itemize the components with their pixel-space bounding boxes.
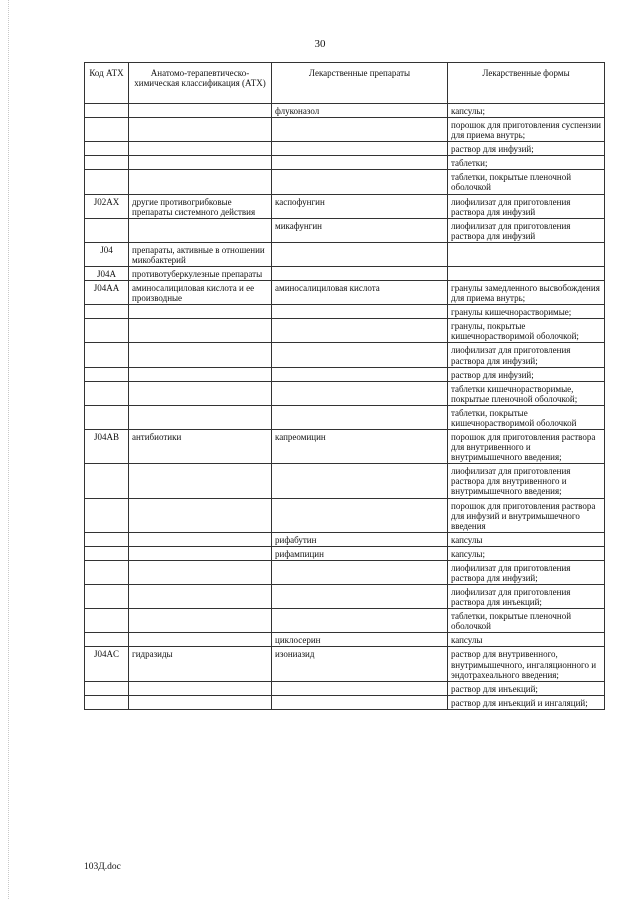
cell-drug: капреомицин xyxy=(272,430,448,464)
header-drugs: Лекарственные препараты xyxy=(272,63,448,104)
cell-form: капсулы; xyxy=(448,104,605,118)
cell-form: порошок для приготовления раствора для инфузий и внутримышечного введения xyxy=(448,498,605,532)
cell-form: порошок для приготовления раствора для внутривенного и внутримышечного введения; xyxy=(448,430,605,464)
cell-drug xyxy=(272,695,448,709)
cell-classification xyxy=(129,305,272,319)
cell-form: лиофилизат для приготовления раствора для инфузий; xyxy=(448,560,605,584)
table-row xyxy=(85,695,605,709)
cell-drug xyxy=(272,170,448,194)
cell-code xyxy=(85,142,129,156)
cell-code xyxy=(85,633,129,647)
cell-form: лиофилизат для приготовления раствора для инъекций; xyxy=(448,585,605,609)
cell-code xyxy=(85,104,129,118)
cell-form: гранулы, покрытые кишечнорастворимой оболочкой; xyxy=(448,319,605,343)
cell-code: J04AC xyxy=(85,647,129,681)
cell-drug xyxy=(272,242,448,266)
cell-code xyxy=(85,585,129,609)
cell-classification xyxy=(129,560,272,584)
cell-drug: изониазид xyxy=(272,647,448,681)
table-row xyxy=(85,560,605,584)
table-body xyxy=(85,104,605,710)
table-row xyxy=(85,464,605,498)
cell-classification xyxy=(129,532,272,546)
cell-drug: циклосерин xyxy=(272,633,448,647)
cell-drug xyxy=(272,319,448,343)
cell-drug xyxy=(272,142,448,156)
cell-drug xyxy=(272,464,448,498)
cell-code xyxy=(85,343,129,367)
header-classification: Анатомо-терапевтическо-химическая классификация (АТХ) xyxy=(129,63,272,104)
table-row xyxy=(85,218,605,242)
table-row xyxy=(85,319,605,343)
table-row xyxy=(85,381,605,405)
cell-classification xyxy=(129,142,272,156)
cell-drug xyxy=(272,305,448,319)
cell-classification xyxy=(129,681,272,695)
cell-classification xyxy=(129,546,272,560)
cell-code xyxy=(85,381,129,405)
cell-code xyxy=(85,695,129,709)
cell-code: J04AA xyxy=(85,281,129,305)
cell-form: таблетки; xyxy=(448,156,605,170)
cell-drug xyxy=(272,585,448,609)
cell-form: лиофилизат для приготовления раствора для внутривенного и внутримышечного введения; xyxy=(448,464,605,498)
cell-code xyxy=(85,305,129,319)
cell-code xyxy=(85,498,129,532)
cell-code xyxy=(85,560,129,584)
cell-code xyxy=(85,367,129,381)
cell-drug xyxy=(272,267,448,281)
cell-code: J04A xyxy=(85,267,129,281)
cell-classification xyxy=(129,170,272,194)
cell-form: капсулы xyxy=(448,532,605,546)
cell-classification: противотуберкулезные препараты xyxy=(129,267,272,281)
cell-drug: каспофунгин xyxy=(272,194,448,218)
cell-classification xyxy=(129,498,272,532)
table-row xyxy=(85,647,605,681)
cell-code: J02AX xyxy=(85,194,129,218)
cell-code xyxy=(85,319,129,343)
scan-margin-line xyxy=(8,0,10,899)
cell-form: таблетки, покрытые пленочной оболочкой xyxy=(448,609,605,633)
cell-drug xyxy=(272,498,448,532)
cell-form: раствор для внутривенного, внутримышечного, ингаляционного и эндотрахеального введения; xyxy=(448,647,605,681)
atc-drug-table xyxy=(84,62,605,710)
cell-classification: препараты, активные в отношении микобактерий xyxy=(129,242,272,266)
cell-drug xyxy=(272,118,448,142)
cell-classification xyxy=(129,695,272,709)
cell-code xyxy=(85,118,129,142)
cell-code: J04 xyxy=(85,242,129,266)
table-row xyxy=(85,343,605,367)
cell-form: раствор для инъекций и ингаляций; xyxy=(448,695,605,709)
cell-classification xyxy=(129,405,272,429)
page-number: 30 xyxy=(314,38,326,50)
cell-form: лиофилизат для приготовления раствора для инфузий xyxy=(448,218,605,242)
table-row xyxy=(85,405,605,429)
header-forms: Лекарственные формы xyxy=(448,63,605,104)
cell-classification: другие противогрибковые препараты системного действия xyxy=(129,194,272,218)
table-row xyxy=(85,532,605,546)
cell-form: капсулы; xyxy=(448,546,605,560)
table-row xyxy=(85,681,605,695)
cell-form: порошок для приготовления суспензии для приема внутрь; xyxy=(448,118,605,142)
cell-drug xyxy=(272,343,448,367)
cell-drug: аминосалициловая кислота xyxy=(272,281,448,305)
table-row xyxy=(85,104,605,118)
cell-form: лиофилизат для приготовления раствора для инфузий xyxy=(448,194,605,218)
cell-drug xyxy=(272,381,448,405)
cell-form: таблетки, покрытые пленочной оболочкой xyxy=(448,170,605,194)
table-row xyxy=(85,267,605,281)
table-row xyxy=(85,633,605,647)
cell-drug: флуконазол xyxy=(272,104,448,118)
table-row xyxy=(85,367,605,381)
table-row xyxy=(85,118,605,142)
table-row xyxy=(85,142,605,156)
cell-classification: аминосалициловая кислота и ее производные xyxy=(129,281,272,305)
header-code: Код АТХ xyxy=(85,63,129,104)
cell-drug xyxy=(272,681,448,695)
cell-classification xyxy=(129,343,272,367)
cell-classification xyxy=(129,609,272,633)
table-row xyxy=(85,305,605,319)
cell-code xyxy=(85,156,129,170)
cell-drug xyxy=(272,609,448,633)
cell-form: таблетки кишечнорастворимые, покрытые пленочной оболочкой; xyxy=(448,381,605,405)
cell-classification xyxy=(129,319,272,343)
cell-drug xyxy=(272,156,448,170)
cell-classification: гидразиды xyxy=(129,647,272,681)
footer-filename: 103Д.doc xyxy=(84,862,121,872)
cell-form: таблетки, покрытые кишечнорастворимой оболочкой xyxy=(448,405,605,429)
table-row xyxy=(85,170,605,194)
cell-form: лиофилизат для приготовления раствора для инфузий; xyxy=(448,343,605,367)
cell-classification xyxy=(129,633,272,647)
cell-code: J04AB xyxy=(85,430,129,464)
cell-form: раствор для инфузий; xyxy=(448,367,605,381)
cell-classification xyxy=(129,156,272,170)
cell-code xyxy=(85,532,129,546)
table-row xyxy=(85,281,605,305)
cell-classification xyxy=(129,218,272,242)
cell-classification xyxy=(129,381,272,405)
table-row xyxy=(85,194,605,218)
cell-code xyxy=(85,609,129,633)
table-row xyxy=(85,609,605,633)
table-header-row xyxy=(85,63,605,104)
cell-drug xyxy=(272,560,448,584)
cell-code xyxy=(85,681,129,695)
cell-drug: микафунгин xyxy=(272,218,448,242)
table-row xyxy=(85,430,605,464)
cell-code xyxy=(85,170,129,194)
cell-classification xyxy=(129,464,272,498)
cell-classification xyxy=(129,118,272,142)
cell-form xyxy=(448,242,605,266)
cell-drug xyxy=(272,405,448,429)
table-row xyxy=(85,585,605,609)
table-row xyxy=(85,546,605,560)
cell-form: раствор для инфузий; xyxy=(448,142,605,156)
cell-form xyxy=(448,267,605,281)
cell-drug: рифабутин xyxy=(272,532,448,546)
cell-drug: рифампицин xyxy=(272,546,448,560)
table-row xyxy=(85,242,605,266)
table-row xyxy=(85,156,605,170)
cell-classification xyxy=(129,367,272,381)
cell-code xyxy=(85,464,129,498)
cell-form: раствор для инъекций; xyxy=(448,681,605,695)
cell-classification xyxy=(129,104,272,118)
cell-form: гранулы кишечнорастворимые; xyxy=(448,305,605,319)
cell-form: капсулы xyxy=(448,633,605,647)
table-row xyxy=(85,498,605,532)
cell-form: гранулы замедленного высвобождения для приема внутрь; xyxy=(448,281,605,305)
cell-drug xyxy=(272,367,448,381)
cell-classification xyxy=(129,585,272,609)
cell-classification: антибиотики xyxy=(129,430,272,464)
cell-code xyxy=(85,218,129,242)
cell-code xyxy=(85,546,129,560)
cell-code xyxy=(85,405,129,429)
